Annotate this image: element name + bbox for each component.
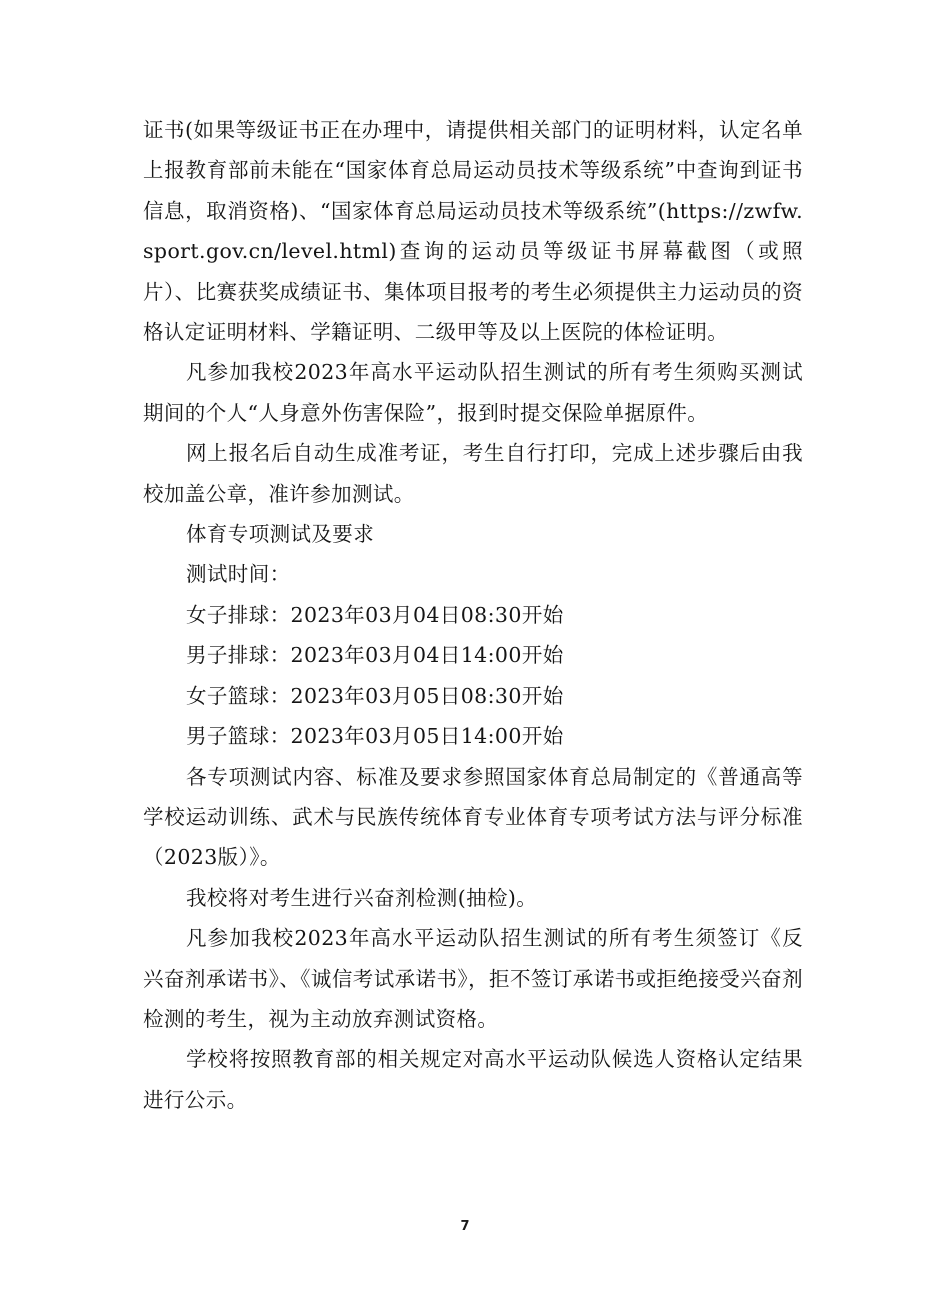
paragraph-commitment-letters: 凡参加我校2023年高水平运动队招生测试的所有考生须签订《反兴奋剂承诺书》、《诚信考试承诺书》，拒不签订承诺书或拒绝接受兴奋剂检测的考生，视为主动放弃测试资格。 xyxy=(143,926,803,1031)
schedule-item-women-volleyball: 女子排球：2023年03月04日08:30开始 xyxy=(186,602,564,627)
test-time-label: 测试时间： xyxy=(186,562,291,587)
paragraph-materials: 证书(如果等级证书正在办理中，请提供相关部门的证明材料，认定名单上报教育部前未能在“国家体育总局运动员技术等级系统”中查询到证书信息，取消资格)、“国家体育总局运动员技术等级系统”(https://zwfw.sport.gov.cn/level.html)查询的运动员等级证书屏幕截图（或照片）、比赛获奖成绩证书、集体项目报考的考生必须提供主力运动员的资格认定证明材料、学籍证明、二级甲等及以上医院的体检证明。 xyxy=(143,118,803,345)
document-body xyxy=(143,110,803,1120)
paragraph-insurance: 凡参加我校2023年高水平运动队招生测试的所有考生须购买测试期间的个人“人身意外伤害保险”，报到时提交保险单据原件。 xyxy=(143,360,803,425)
paragraph-admission-ticket: 网上报名后自动生成准考证，考生自行打印，完成上述步骤后由我校加盖公章，准许参加测试。 xyxy=(143,441,803,506)
paragraph-public-notice: 学校将按照教育部的相关规定对高水平运动队候选人资格认定结果进行公示。 xyxy=(143,1047,803,1112)
schedule-item-men-basketball: 男子篮球：2023年03月05日14:00开始 xyxy=(186,724,564,749)
paragraph-test-standards: 各专项测试内容、标准及要求参照国家体育总局制定的《普通高等学校运动训练、武术与民族传统体育专业体育专项考试方法与评分标准（2023版）》。 xyxy=(143,764,803,870)
page-number: 7 xyxy=(460,1219,470,1234)
section-heading-sports-test: 体育专项测试及要求 xyxy=(186,522,375,547)
paragraph-doping-test: 我校将对考生进行兴奋剂检测(抽检)。 xyxy=(186,885,538,910)
schedule-item-men-volleyball: 男子排球：2023年03月04日14:00开始 xyxy=(186,643,564,668)
schedule-item-women-basketball: 女子篮球：2023年03月05日08:30开始 xyxy=(186,683,564,708)
